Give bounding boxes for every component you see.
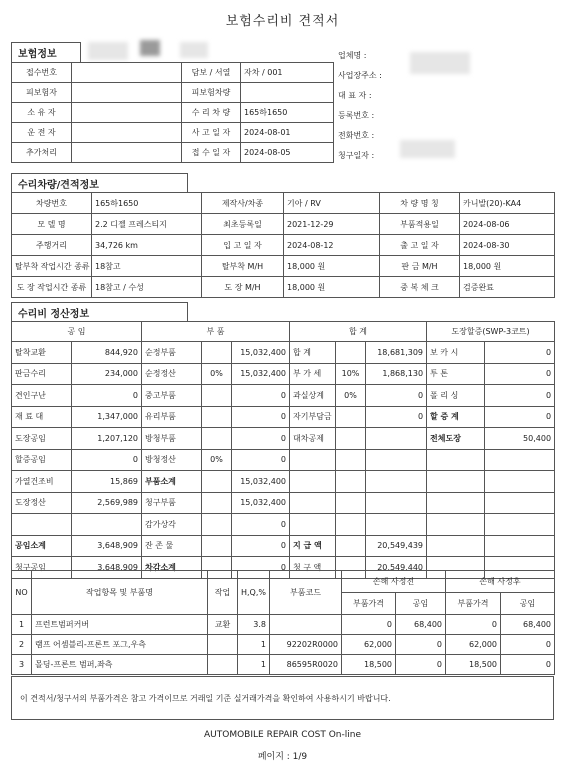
insurance-label: 담보 / 서열	[182, 63, 241, 83]
settlement-label	[290, 471, 336, 493]
settlement-value: 0	[366, 406, 427, 428]
vehicle-value: 2024-08-06	[460, 214, 555, 235]
price-header: 부품가격	[342, 593, 396, 615]
settlement-label	[202, 385, 232, 407]
settlement-row	[12, 385, 555, 407]
settlement-value: 0	[232, 428, 290, 450]
vehicle-label: 제작사/차종	[202, 193, 284, 214]
settlement-label: 도장공임	[12, 428, 72, 450]
insurance-value	[72, 103, 182, 123]
notice-text: 이 견적서/청구서의 부품가격은 참고 가격이므로 거래일 기준 실거래가격을 확인하여 사용하시기 바랍니다.	[20, 693, 391, 703]
settlement-label	[202, 514, 232, 536]
settlement-label	[336, 471, 366, 493]
settlement-value: 15,032,400	[232, 471, 290, 493]
settlement-label: 과실상계	[290, 385, 336, 407]
redacted-block	[180, 42, 208, 58]
settlement-row	[12, 514, 555, 536]
work-cell	[208, 655, 238, 675]
settlement-label: 폴 리 싱	[427, 385, 485, 407]
settlement-value: 3,648,909	[72, 557, 142, 579]
company-label: 등록번호 :	[338, 111, 375, 120]
insurance-label: 소 유 자	[12, 103, 72, 123]
vehicle-row	[12, 193, 555, 214]
settlement-label: 유리부품	[142, 406, 202, 428]
settlement-label: 재 료 대	[12, 406, 72, 428]
vehicle-row	[12, 235, 555, 256]
labor-header: 공 임	[12, 322, 142, 342]
settlement-value: 50,400	[485, 428, 555, 450]
settlement-value: 18,681,309	[366, 342, 427, 364]
vehicle-label: 차 량 명 칭	[380, 193, 460, 214]
settlement-header-row	[12, 322, 555, 342]
code-header: 부품코드	[270, 571, 342, 615]
settlement-label	[427, 471, 485, 493]
vehicle-label: 중 복 체 크	[380, 277, 460, 298]
vehicle-label: 탈부착 M/H	[202, 256, 284, 277]
after-header: 손해 사정후	[446, 571, 555, 593]
vehicle-value: 165하1650	[92, 193, 202, 214]
settlement-label	[336, 449, 366, 471]
settlement-label: 청구부품	[142, 492, 202, 514]
settlement-label: 합 계	[290, 342, 336, 364]
settlement-value	[485, 514, 555, 536]
work-cell: 86595R0020	[270, 655, 342, 675]
insurance-section-title: 보험정보	[11, 42, 81, 62]
settlement-label: 지 급 액	[290, 535, 336, 557]
settlement-label: 대차공제	[290, 428, 336, 450]
labor-header: 공임	[501, 593, 555, 615]
settlement-value	[366, 449, 427, 471]
settlement-value	[485, 449, 555, 471]
vehicle-value: 2.2 디젤 프레스티지	[92, 214, 202, 235]
settlement-value	[366, 514, 427, 536]
insurance-row	[12, 103, 334, 123]
insurance-value: 165하1650	[241, 103, 334, 123]
vehicle-value: 18,000 원	[284, 277, 380, 298]
insurance-value	[72, 123, 182, 143]
settlement-row	[12, 471, 555, 493]
insurance-value	[72, 63, 182, 83]
settlement-label	[202, 342, 232, 364]
work-table	[11, 570, 555, 675]
work-header-row	[12, 571, 555, 593]
settlement-row	[12, 342, 555, 364]
settlement-row	[12, 449, 555, 471]
work-cell: 1	[12, 615, 32, 635]
insurance-value: 2024-08-01	[241, 123, 334, 143]
insurance-value	[241, 83, 334, 103]
company-label: 전화번호 :	[338, 131, 375, 140]
vehicle-value: 2021-12-29	[284, 214, 380, 235]
settlement-label	[336, 535, 366, 557]
vehicle-label: 주행거리	[12, 235, 92, 256]
settlement-label: 할 증 계	[427, 406, 485, 428]
redacted-block	[140, 40, 160, 56]
settlement-label: 잔 존 물	[142, 535, 202, 557]
settlement-value: 0	[485, 363, 555, 385]
settlement-row	[12, 535, 555, 557]
settlement-label: 0%	[202, 363, 232, 385]
settlement-value	[485, 492, 555, 514]
settlement-value: 15,032,400	[232, 363, 290, 385]
work-cell: 0	[446, 615, 501, 635]
settlement-label: 자기부담금	[290, 406, 336, 428]
work-cell: 몰딩-프론트 범퍼,좌측	[32, 655, 208, 675]
company-label: 청구일자 :	[338, 151, 375, 160]
work-cell: 0	[501, 655, 555, 675]
work-cell: 0	[396, 635, 446, 655]
page-number: 페이지 : 1/9	[257, 752, 308, 762]
settlement-row	[12, 406, 555, 428]
settlement-value	[366, 492, 427, 514]
redacted-block	[410, 52, 470, 74]
vehicle-label: 판 금 M/H	[380, 256, 460, 277]
vehicle-value: 18참고 / 수성	[92, 277, 202, 298]
settlement-row	[12, 428, 555, 450]
settlement-label	[202, 535, 232, 557]
vehicle-table	[11, 192, 555, 298]
settlement-value: 2,569,989	[72, 492, 142, 514]
settlement-value: 3,648,909	[72, 535, 142, 557]
work-cell: 62,000	[342, 635, 396, 655]
settlement-label	[202, 492, 232, 514]
company-label: 사업장주소 :	[338, 71, 382, 80]
settlement-label	[202, 471, 232, 493]
settlement-row	[12, 363, 555, 385]
insurance-value	[72, 83, 182, 103]
vehicle-label: 탈부착 작업시간 종류	[12, 256, 92, 277]
vehicle-section-title: 수리차량/견적정보	[11, 173, 188, 193]
settlement-table	[11, 321, 555, 579]
settlement-label	[336, 492, 366, 514]
settlement-label	[202, 406, 232, 428]
parts-header: 부 품	[142, 322, 290, 342]
redacted-block	[400, 140, 455, 158]
settlement-label	[290, 449, 336, 471]
work-cell: 68,400	[396, 615, 446, 635]
vehicle-label: 최초등록일	[202, 214, 284, 235]
settlement-label: 10%	[336, 363, 366, 385]
insurance-label: 추가처리	[12, 143, 72, 163]
before-header: 손해 사정전	[342, 571, 446, 593]
insurance-label: 접 수 일 자	[182, 143, 241, 163]
settlement-value: 0	[232, 406, 290, 428]
redacted-block	[88, 42, 128, 60]
vehicle-value: 검증완료	[460, 277, 555, 298]
insurance-table	[11, 62, 334, 163]
settlement-label	[427, 492, 485, 514]
insurance-label: 운 전 자	[12, 123, 72, 143]
insurance-value	[72, 143, 182, 163]
vehicle-value: 2024-08-12	[284, 235, 380, 256]
settlement-label: 방청부품	[142, 428, 202, 450]
settlement-value: 0	[366, 385, 427, 407]
document-title: 보험수리비 견적서	[225, 14, 340, 29]
settlement-label: 도장정산	[12, 492, 72, 514]
work-cell: 교환	[208, 615, 238, 635]
settlement-value	[485, 535, 555, 557]
vehicle-label: 도 장 작업시간 종류	[12, 277, 92, 298]
insurance-value: 자차 / 001	[241, 63, 334, 83]
work-cell: 1	[238, 635, 270, 655]
vehicle-label: 도 장 M/H	[202, 277, 284, 298]
settlement-value: 0	[232, 535, 290, 557]
work-cell: 0	[396, 655, 446, 675]
settlement-label	[336, 428, 366, 450]
settlement-label: 판금수리	[12, 363, 72, 385]
settlement-label: 0%	[336, 385, 366, 407]
work-cell: 68,400	[501, 615, 555, 635]
vehicle-row	[12, 277, 555, 298]
insurance-row	[12, 83, 334, 103]
vehicle-value: 카니발(20)-KA4	[460, 193, 555, 214]
settlement-value: 15,032,400	[232, 342, 290, 364]
work-cell: 18,500	[342, 655, 396, 675]
settlement-label: 가열건조비	[12, 471, 72, 493]
settlement-label: 차감소계	[142, 557, 202, 579]
insurance-label: 수 리 차 량	[182, 103, 241, 123]
insurance-label: 사 고 일 자	[182, 123, 241, 143]
hqty-header: H,Q,%	[238, 571, 270, 615]
settlement-label: 부 가 세	[290, 363, 336, 385]
total-header: 합 계	[290, 322, 427, 342]
vehicle-value: 34,726 km	[92, 235, 202, 256]
settlement-value: 15,869	[72, 471, 142, 493]
settlement-value: 0	[485, 385, 555, 407]
settlement-value: 20,549,439	[366, 535, 427, 557]
vehicle-value: 18참고	[92, 256, 202, 277]
settlement-value	[366, 471, 427, 493]
settlement-section-title: 수리비 정산정보	[11, 302, 188, 322]
settlement-label: 순정정산	[142, 363, 202, 385]
vehicle-label: 차량번호	[12, 193, 92, 214]
settlement-value	[485, 471, 555, 493]
settlement-label	[427, 535, 485, 557]
settlement-label	[427, 449, 485, 471]
work-cell: 3.8	[238, 615, 270, 635]
work-cell: 램프 어셈블리-프론트 포그,우측	[32, 635, 208, 655]
insurance-label: 접수번호	[12, 63, 72, 83]
settlement-value: 0	[72, 449, 142, 471]
settlement-value: 234,000	[72, 363, 142, 385]
company-label: 대 표 자 :	[338, 91, 372, 100]
vehicle-value: 18,000 원	[460, 256, 555, 277]
settlement-label: 감가상각	[142, 514, 202, 536]
work-cell: 0	[342, 615, 396, 635]
settlement-label: 투 톤	[427, 363, 485, 385]
vehicle-label: 입 고 일 자	[202, 235, 284, 256]
settlement-label: 순정부품	[142, 342, 202, 364]
settlement-value: 1,868,130	[366, 363, 427, 385]
item-header: 작업항목 및 부품명	[32, 571, 208, 615]
settlement-label: 방청정산	[142, 449, 202, 471]
insurance-label: 피보험차량	[182, 83, 241, 103]
settlement-label: 전체도장	[427, 428, 485, 450]
settlement-value: 0	[232, 557, 290, 579]
work-cell: 62,000	[446, 635, 501, 655]
insurance-label: 피보험자	[12, 83, 72, 103]
vehicle-label: 출 고 일 자	[380, 235, 460, 256]
work-cell: 18,500	[446, 655, 501, 675]
vehicle-value: 기아 / RV	[284, 193, 380, 214]
insurance-row	[12, 143, 334, 163]
price-header: 부품가격	[446, 593, 501, 615]
vehicle-row	[12, 214, 555, 235]
vehicle-value: 2024-08-30	[460, 235, 555, 256]
settlement-label: 공임소계	[12, 535, 72, 557]
work-cell: 92202R0000	[270, 635, 342, 655]
settlement-value: 0	[232, 449, 290, 471]
settlement-value: 20,549,440	[366, 557, 427, 579]
settlement-row	[12, 492, 555, 514]
settlement-label	[336, 406, 366, 428]
work-cell: 1	[238, 655, 270, 675]
settlement-value: 0	[72, 385, 142, 407]
notice-box	[11, 676, 554, 720]
settlement-label: 중고부품	[142, 385, 202, 407]
settlement-label: 탈착교환	[12, 342, 72, 364]
work-cell	[208, 635, 238, 655]
vehicle-label: 부품적용일	[380, 214, 460, 235]
settlement-label	[202, 428, 232, 450]
settlement-label: 0%	[202, 449, 232, 471]
work-cell	[270, 615, 342, 635]
work-cell: 프런트범퍼커버	[32, 615, 208, 635]
settlement-label	[336, 342, 366, 364]
settlement-label	[427, 514, 485, 536]
no-header: NO	[12, 571, 32, 615]
settlement-label: 견인구난	[12, 385, 72, 407]
labor-header: 공임	[396, 593, 446, 615]
settlement-value: 15,032,400	[232, 492, 290, 514]
paint-header: 도장할증(SWP-3코트)	[427, 322, 555, 342]
settlement-value	[72, 514, 142, 536]
settlement-value: 0	[485, 342, 555, 364]
settlement-label	[12, 514, 72, 536]
vehicle-value: 18,000 원	[284, 256, 380, 277]
settlement-label: 보 카 시	[427, 342, 485, 364]
settlement-label: 청구공임	[12, 557, 72, 579]
work-cell: 3	[12, 655, 32, 675]
work-row	[12, 615, 555, 635]
settlement-label	[290, 514, 336, 536]
settlement-value	[366, 428, 427, 450]
settlement-value: 0	[232, 514, 290, 536]
work-row	[12, 635, 555, 655]
company-label: 업체명 :	[338, 51, 367, 60]
settlement-value: 1,207,120	[72, 428, 142, 450]
settlement-value: 0	[485, 406, 555, 428]
vehicle-label: 모 델 명	[12, 214, 92, 235]
settlement-label: 청 구 액	[290, 557, 336, 579]
work-cell: 0	[501, 635, 555, 655]
settlement-value: 844,920	[72, 342, 142, 364]
settlement-label: 부품소계	[142, 471, 202, 493]
work-type-header: 작업	[208, 571, 238, 615]
insurance-value: 2024-08-05	[241, 143, 334, 163]
settlement-label: 할증공임	[12, 449, 72, 471]
insurance-row	[12, 123, 334, 143]
settlement-label	[290, 492, 336, 514]
vehicle-row	[12, 256, 555, 277]
settlement-value: 0	[232, 385, 290, 407]
work-cell: 2	[12, 635, 32, 655]
insurance-row	[12, 63, 334, 83]
settlement-label	[336, 514, 366, 536]
service-footer: AUTOMOBILE REPAIR COST On-line	[204, 730, 361, 740]
settlement-value: 1,347,000	[72, 406, 142, 428]
work-row	[12, 655, 555, 675]
